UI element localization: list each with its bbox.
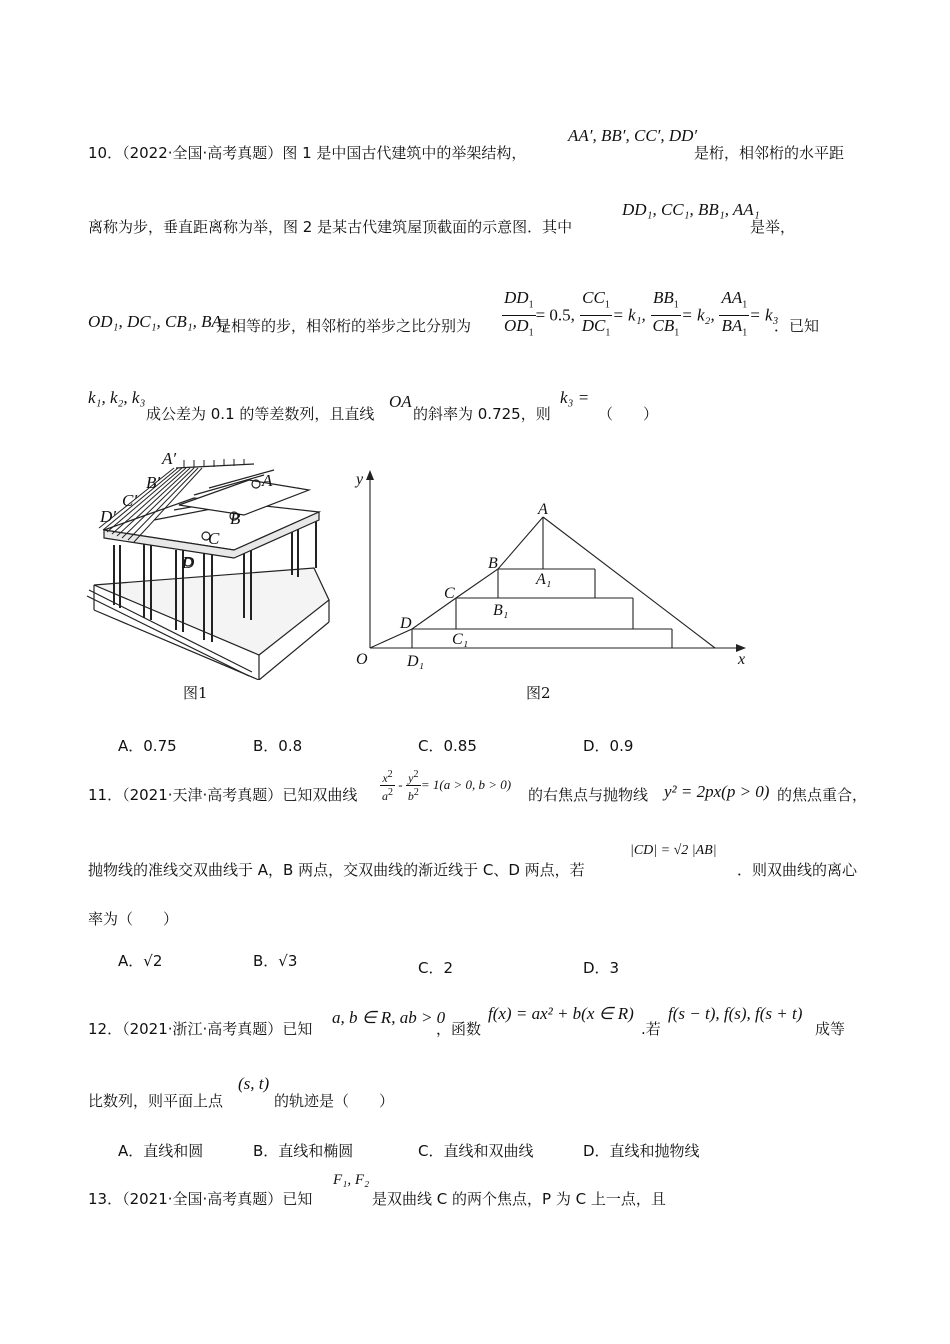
- q12-point: (s, t): [238, 1074, 270, 1093]
- q12-option-c[interactable]: C．直线和双曲线: [418, 1142, 534, 1160]
- q10-ratio-formula: $\frac{DD_1}{OD_1}$ = 0.5, $\frac{CC_1}{DC_1}$ = k₁, $\frac{BB_1}{CB_1}$ = k₂, $\frac{AA_1}{BA_1}$ = k₃: [504, 288, 779, 339]
- fig1-label-B: B: [230, 509, 241, 528]
- q10-step-math: OD₁, DC₁, CB₁, BA₁: [88, 312, 228, 331]
- q11-line3: 率为（ ）: [88, 910, 179, 928]
- ratio-k3: = k₃: [749, 305, 779, 325]
- fig1-label-A: A: [262, 471, 273, 490]
- figure-2-roof-section: [350, 462, 760, 677]
- q11-line2a: 抛物线的准线交双曲线于: [88, 861, 258, 879]
- q13-source: （2021·全国·高考真题）: [122, 1190, 283, 1208]
- q10-line4: [146, 403, 374, 424]
- q13-foci: F₁, F₂: [333, 1172, 370, 1188]
- fig1-label-C-prime: C′: [122, 491, 138, 510]
- q12-option-b[interactable]: B．直线和椭圆: [253, 1142, 354, 1160]
- q12-line2a: 比数列，则平面上点: [88, 1092, 224, 1110]
- fig1-label-A-prime: A′: [162, 450, 177, 468]
- q10-option-b[interactable]: B．0.8: [253, 737, 303, 755]
- q13-text2: 是双曲线 C 的两个焦点，P 为 C 上一点，且: [372, 1190, 666, 1208]
- q11-source: （2021·天津·高考真题）: [122, 786, 283, 804]
- fig2-label-y: y: [356, 471, 364, 488]
- q13-number: 13．: [88, 1190, 123, 1208]
- q11-text3: 的焦点重合，: [777, 786, 868, 804]
- fig2-label-A: A: [538, 501, 548, 518]
- q10-option-a[interactable]: A．0.75: [118, 737, 177, 755]
- q12-text4: 成等: [815, 1020, 846, 1038]
- q10-option-c[interactable]: C．0.85: [418, 737, 477, 755]
- fig1-label-D-prime: D′: [100, 507, 116, 526]
- fig2-label-O: O: [356, 651, 368, 668]
- q12-number: 12．: [88, 1020, 123, 1038]
- q11-option-a[interactable]: A．√2: [118, 952, 163, 970]
- q11-line1: [88, 784, 357, 805]
- q12-seq: f(s − t), f(s), f(s + t): [668, 1004, 803, 1023]
- q10-line3: 是相等的步，相邻桁的举步之比分别为: [216, 317, 472, 335]
- fig2-label-D1: D₁: [407, 653, 425, 670]
- ratio-k1: = k₁,: [612, 305, 646, 325]
- q11-text1: 已知双曲线: [282, 786, 358, 804]
- q10-paren: （ ）: [598, 405, 659, 423]
- q11-number: 11．: [88, 786, 123, 804]
- q10-line4-text1: 成公差为 0.1 的等差数列，且直线: [146, 405, 375, 423]
- q12-line1: [88, 1018, 312, 1039]
- q11-option-c[interactable]: C．2: [418, 959, 454, 977]
- fig2-label-C1: C₁: [452, 631, 469, 648]
- q10-line2: 离称为步，垂直距离称为举，图 2 是某古代建筑屋顶截面的示意图．其中: [88, 218, 573, 236]
- q10-line3-tail: ．已知: [774, 317, 820, 335]
- q12-func: f(x) = ax² + b(x ∈ R): [488, 1004, 634, 1023]
- ratio-k2: = k₂,: [681, 305, 715, 325]
- q11-cond: = 1(a > 0, b > 0): [420, 777, 512, 792]
- q11-line2b: A，B 两点，交双曲线的渐近线于 C、D 两点，若: [257, 861, 585, 879]
- ratio-eq1: = 0.5,: [535, 305, 575, 325]
- q11-option-b[interactable]: B．√3: [253, 952, 298, 970]
- q11-line2: [88, 859, 585, 880]
- q10-oa: OA: [389, 392, 412, 411]
- q10-k3-eq: k₃ =: [560, 388, 590, 407]
- q13-text1: 已知: [282, 1190, 313, 1208]
- q12-option-a[interactable]: A．直线和圆: [118, 1142, 204, 1160]
- q13-line1: [88, 1188, 312, 1209]
- q12-line2b: 的轨迹是（ ）: [274, 1092, 395, 1110]
- q10-ju-math: DD₁, CC₁, BB₁, AA₁: [622, 200, 760, 219]
- q10-line1-tail: 是桁，相邻桁的水平距: [694, 144, 845, 162]
- q10-k-math: k₁, k₂, k₃: [88, 388, 146, 407]
- q11-cd-ab: |CD| = √2 |AB|: [630, 843, 717, 858]
- q11-line2c: ．则双曲线的离心: [737, 861, 858, 879]
- fig2-label-B1: B₁: [493, 602, 509, 619]
- q10-source: （2022·全国·高考真题）: [122, 144, 283, 162]
- fig2-label-C: C: [444, 585, 455, 602]
- figure-1-caption: 图1: [183, 684, 208, 702]
- figure-2-caption: 图2: [526, 684, 551, 702]
- q11-option-d[interactable]: D．3: [583, 959, 620, 977]
- q12-source: （2021·浙江·高考真题）: [122, 1020, 283, 1038]
- figure-1-roof-structure: [84, 450, 344, 680]
- q10-line2-tail: 是举，: [750, 218, 796, 236]
- q11-parabola: y² = 2px(p > 0): [664, 782, 770, 801]
- q12-cond: a, b ∈ R, ab > 0: [332, 1008, 446, 1027]
- fig1-label-D: D: [182, 553, 195, 572]
- fig2-label-x: x: [738, 651, 746, 668]
- q11-hyperbola-eq: $\frac{x^2}{a^2}$ - $\frac{y^2}{b^2}$ = 1(a > 0, b > 0): [382, 769, 512, 803]
- fig2-label-D: D: [400, 615, 412, 632]
- q12-text2: ，函数: [436, 1020, 482, 1038]
- fig1-label-B-prime: B′: [146, 473, 161, 492]
- q10-line4-text2: 的斜率为 0.725，则: [413, 405, 551, 423]
- fig2-label-B: B: [488, 555, 498, 572]
- q12-text3: .若: [641, 1020, 661, 1038]
- q10-text: 图 1 是中国古代建筑中的举架结构，: [282, 144, 527, 162]
- q10-beams-math: AA′, BB′, CC′, DD′: [568, 126, 698, 145]
- q12-option-d[interactable]: D．直线和抛物线: [583, 1142, 700, 1160]
- fig1-label-C: C: [208, 529, 220, 548]
- q10-line1: [88, 142, 526, 163]
- q12-text1: 已知: [282, 1020, 313, 1038]
- q10-option-d[interactable]: D．0.9: [583, 737, 634, 755]
- q10-number: 10．: [88, 144, 123, 162]
- fig2-label-A1: A₁: [536, 571, 552, 588]
- q11-text2: 的右焦点与抛物线: [528, 786, 649, 804]
